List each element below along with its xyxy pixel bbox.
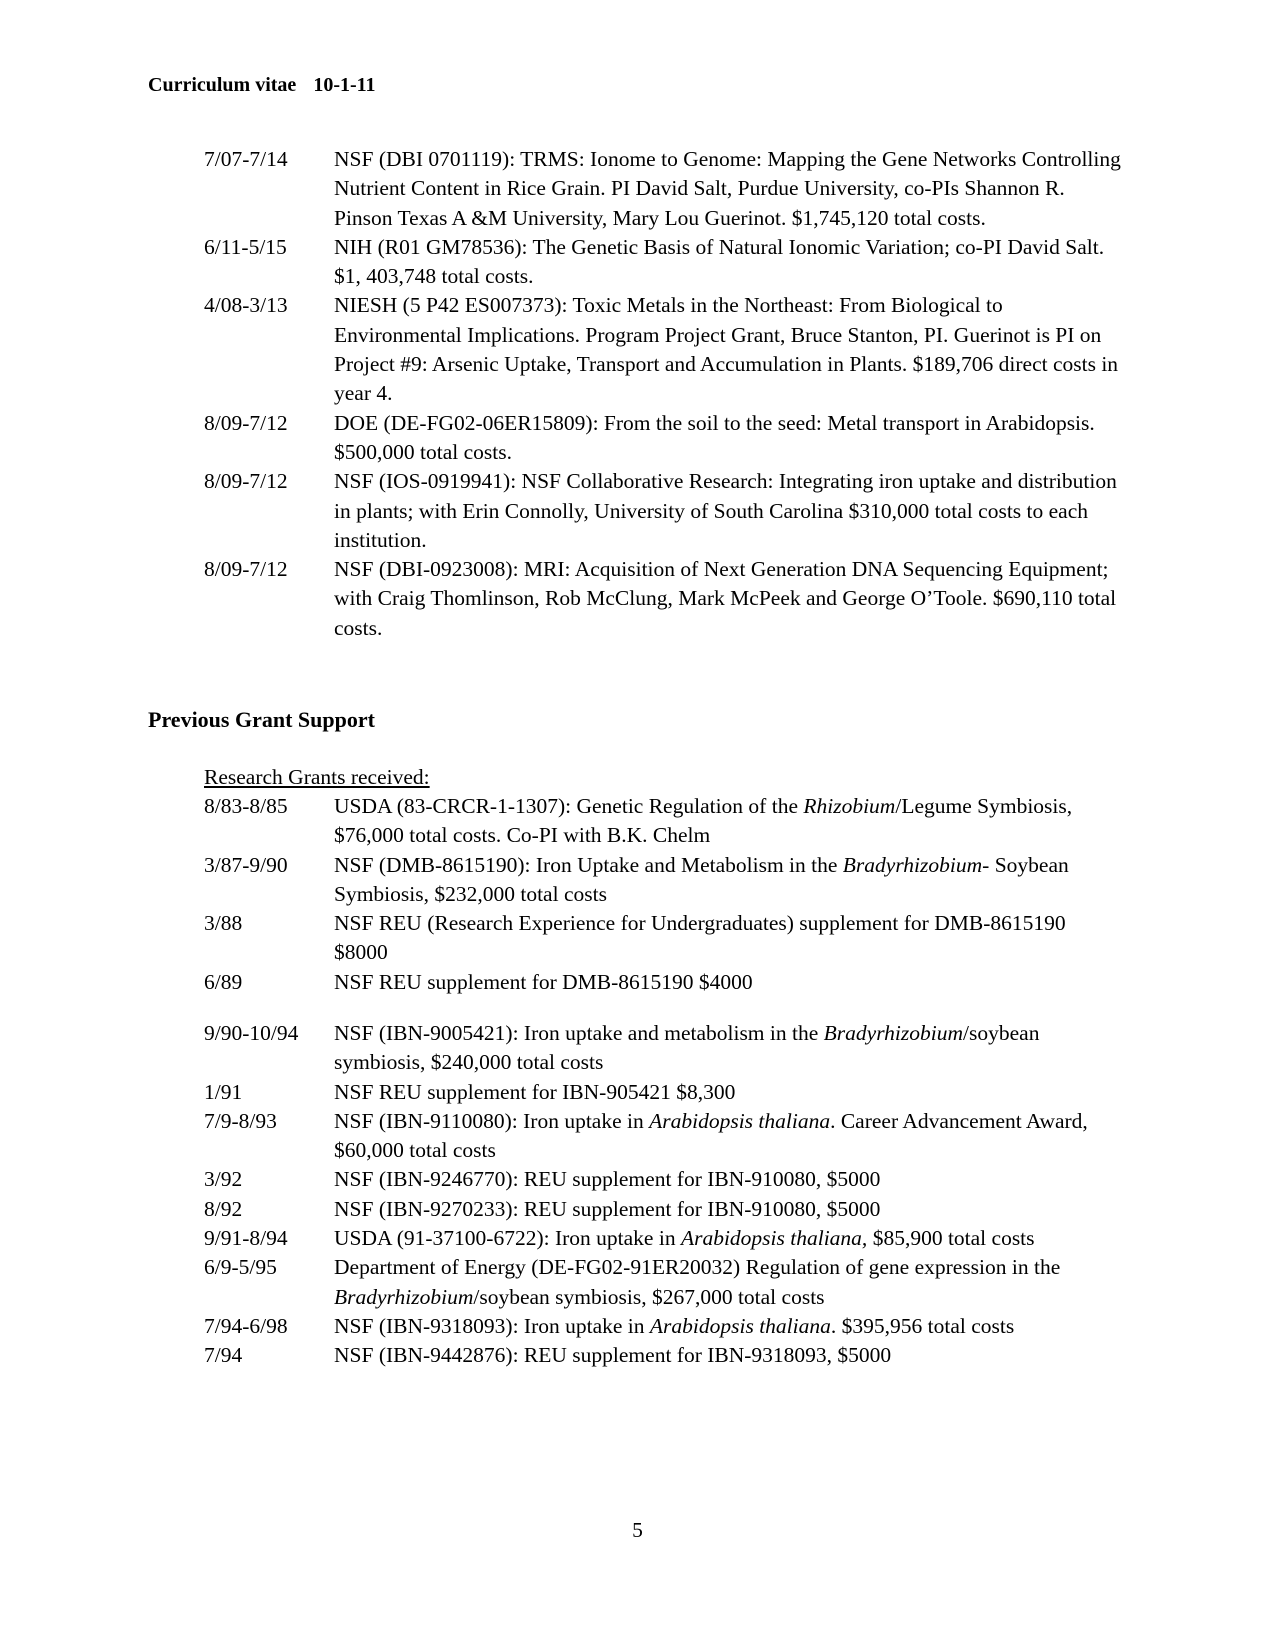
text-run: NSF REU supplement for IBN-905421 $8,300 <box>334 1079 736 1104</box>
text-run: NSF (IOS-0919941): NSF Collaborative Research: Integrating iron uptake and distribution in plants; with Erin Connolly, University of South Carolina $310,000 total costs to each institution. <box>334 469 1117 552</box>
grant-dates: 6/9-5/95 <box>204 1255 277 1280</box>
grant-dates: 7/9-8/93 <box>204 1108 277 1133</box>
italic-term: Bradyrhizobium <box>334 1284 474 1309</box>
grant-row <box>204 1253 1124 1312</box>
text-run: . $395,956 total costs <box>830 1313 1015 1338</box>
italic-term: Bradyrhizobium <box>823 1021 964 1045</box>
italic-term: Arabidopsis thaliana, <box>680 1226 868 1251</box>
grant-description <box>334 467 1124 555</box>
grant-dates: 8/09-7/12 <box>204 557 288 582</box>
text-run: Department of Energy (DE-FG02-91ER20032) Regulation of gene expression in the <box>334 1255 1061 1280</box>
text-run: NSF (IBN-9270233): REU supplement for IBN-910080, $5000 <box>334 1196 881 1221</box>
text-run: NSF (DMB-8615190): Iron Uptake and Metabolism in the <box>334 852 843 877</box>
grant-dates: 8/09-7/12 <box>204 410 288 435</box>
grant-dates: 7/94-6/98 <box>204 1313 288 1338</box>
grant-row <box>204 233 1124 292</box>
text-run: /Legume Symbiosis, $76,000 total costs. Co-PI with B.K. Chelm <box>334 794 1073 848</box>
text-run: NSF (IBN-9246770): REU supplement for IBN-910080, $5000 <box>334 1167 881 1192</box>
grant-dates: 3/87-9/90 <box>204 852 288 877</box>
grant-description <box>334 291 1124 408</box>
grant-description <box>334 1078 1124 1107</box>
grant-row <box>204 792 1124 851</box>
grant-description <box>334 1253 1124 1312</box>
text-run: USDA (83-CRCR-1-1307): Genetic Regulation of the <box>334 794 804 818</box>
grant-row <box>204 145 1124 233</box>
grant-description <box>334 909 1124 968</box>
grant-row <box>204 851 1124 910</box>
grant-row <box>204 1312 1124 1341</box>
text-run: NSF REU (Research Experience for Undergraduates) supplement for DMB-8615190 $8000 <box>334 911 1066 965</box>
grant-row <box>204 467 1124 555</box>
subheading: Research Grants received: <box>204 765 430 789</box>
grant-row <box>204 968 1124 997</box>
grant-dates: 8/83-8/85 <box>204 794 288 818</box>
text-run: DOE (DE-FG02-06ER15809): From the soil to the seed: Metal transport in Arabidopsis. $500,000 total costs. <box>334 410 1095 464</box>
grant-dates: 6/89 <box>204 969 243 994</box>
italic-term: Bradyrhizobium- <box>842 852 990 877</box>
page-header <box>148 74 376 97</box>
header-title: Curriculum vitae <box>148 74 297 96</box>
grant-dates: 8/09-7/12 <box>204 469 288 494</box>
grant-row <box>204 409 1124 468</box>
grant-row <box>204 909 1124 968</box>
italic-term: Arabidopsis thaliana <box>649 1108 831 1133</box>
text-run: NSF (IBN-9005421): Iron uptake and metabolism in the <box>334 1021 824 1045</box>
previous-grants-list-b <box>204 1019 1124 1371</box>
grant-description <box>334 1195 1124 1224</box>
grant-description <box>334 1107 1124 1166</box>
text-run: NSF (IBN-9110080): Iron uptake in <box>334 1108 650 1133</box>
grant-dates: 7/07-7/14 <box>204 147 288 171</box>
text-run: /soybean symbiosis, $267,000 total costs <box>473 1284 825 1309</box>
grant-dates: 8/92 <box>204 1196 243 1221</box>
grant-description <box>334 851 1124 910</box>
text-run: NSF (IBN-9318093): Iron uptake in <box>334 1313 650 1338</box>
grant-description <box>334 1019 1124 1078</box>
grant-dates: 7/94 <box>204 1343 243 1368</box>
grant-description <box>334 1312 1124 1341</box>
grant-description <box>334 409 1124 468</box>
previous-grants-list-a <box>204 792 1124 997</box>
grant-row <box>204 1165 1124 1194</box>
grant-row <box>204 1195 1124 1224</box>
grant-dates: 3/92 <box>204 1167 243 1192</box>
grant-description <box>334 1165 1124 1194</box>
grant-description <box>334 968 1124 997</box>
grant-row <box>204 291 1124 408</box>
text-run: NIESH (5 P42 ES007373): Toxic Metals in the Northeast: From Biological to Environmental Implications. Program Project Grant, Bruce Stanton, PI. Guerinot is PI on Project #9: Arsenic Uptake, Transport and Accumulation in Plants. $189,706 direct costs in year 4. <box>334 293 1119 406</box>
grant-row <box>204 1341 1124 1370</box>
grant-description <box>334 1341 1124 1370</box>
grant-row <box>204 1107 1124 1166</box>
text-run: Soybean Symbiosis, $232,000 total costs <box>334 852 1069 906</box>
text-run: $85,900 total costs <box>867 1226 1035 1251</box>
text-run: NSF (DBI-0923008): MRI: Acquisition of Next Generation DNA Sequencing Equipment; with Craig Thomlinson, Rob McClung, Mark McPeek and George O’Toole. $690,110 total costs. <box>334 557 1117 640</box>
section-title: Previous Grant Support <box>148 707 375 732</box>
italic-term: Rhizobium <box>803 794 896 818</box>
text-run: /soybean symbiosis, $240,000 total costs <box>334 1021 1040 1075</box>
grant-dates: 6/11-5/15 <box>204 234 287 259</box>
text-run: . Career Advancement Award, $60,000 total costs <box>334 1108 1088 1163</box>
grant-description <box>334 233 1124 292</box>
grant-dates: 4/08-3/13 <box>204 293 288 318</box>
grant-description <box>334 792 1124 851</box>
text-run: NSF REU supplement for DMB-8615190 $4000 <box>334 969 753 994</box>
grant-dates: 1/91 <box>204 1079 243 1104</box>
text-run: NSF (DBI 0701119): TRMS: Ionome to Genome: Mapping the Gene Networks Controlling Nutrient Content in Rice Grain. PI David Salt, Purdue University, co-PIs Shannon R. Pinson Texas A &M University, Mary Lou Guerinot. $1,745,120 total costs. <box>334 147 1121 230</box>
header-date: 10-1-11 <box>313 74 376 96</box>
grant-row <box>204 1078 1124 1107</box>
grant-dates: 9/90-10/94 <box>204 1021 299 1045</box>
grant-dates: 3/88 <box>204 911 243 936</box>
text-run: NIH (R01 GM78536): The Genetic Basis of Natural Ionomic Variation; co-PI David Salt. $1, 403,748 total costs. <box>334 234 1105 289</box>
current-grants-list <box>204 145 1124 643</box>
text-run: NSF (IBN-9442876): REU supplement for IBN-9318093, $5000 <box>334 1343 892 1368</box>
grant-description <box>334 1224 1124 1253</box>
grant-description <box>334 555 1124 643</box>
grant-row <box>204 1019 1124 1078</box>
grant-description <box>334 145 1124 233</box>
text-run: USDA (91-37100-6722): Iron uptake in <box>334 1226 681 1251</box>
grant-dates: 9/91-8/94 <box>204 1226 288 1251</box>
page-number: 5 <box>632 1518 643 1542</box>
grant-row <box>204 1224 1124 1253</box>
grant-row <box>204 555 1124 643</box>
italic-term: Arabidopsis thaliana <box>649 1313 831 1338</box>
